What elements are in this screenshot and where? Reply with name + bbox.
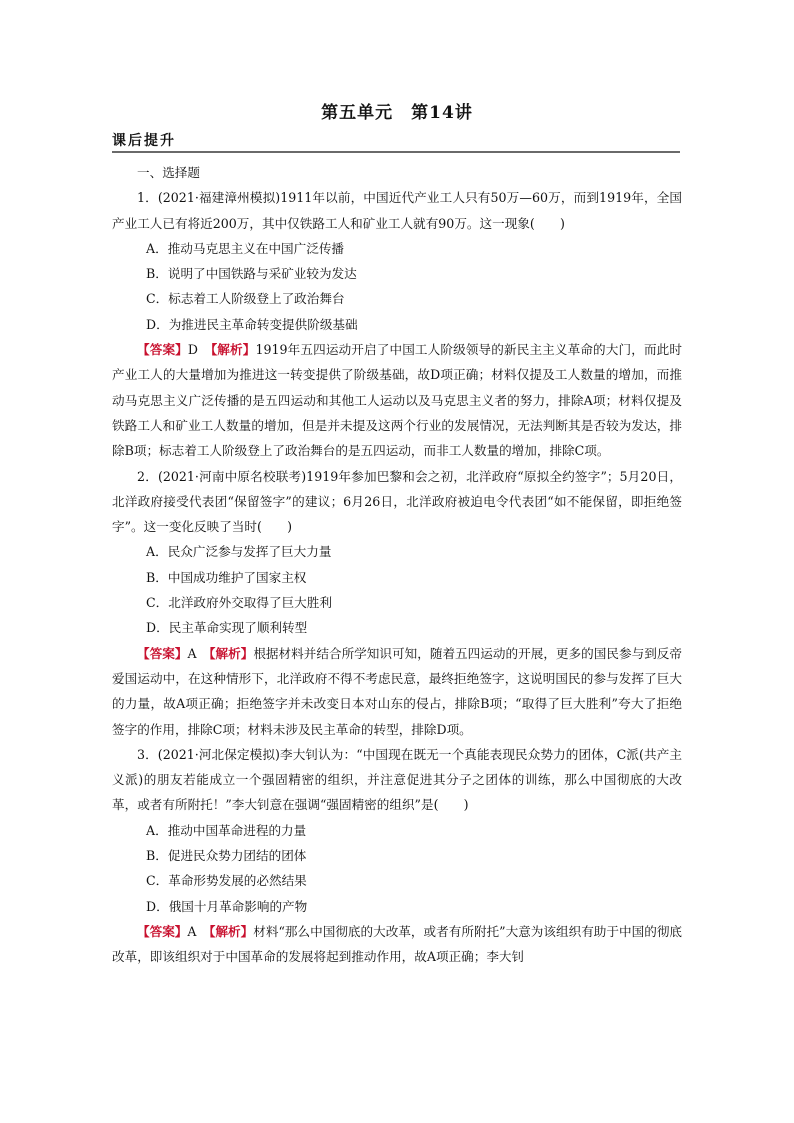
analysis-tag: 【解析】 xyxy=(210,342,256,358)
section-heading: 课后提升 xyxy=(112,133,176,149)
header-divider xyxy=(112,151,680,153)
answer-block xyxy=(112,641,682,742)
answer-tag: 【答案】 xyxy=(137,923,188,939)
answer-block xyxy=(112,337,682,463)
analysis-text: 1919年五四运动开启了中国工人阶级领导的新民主主义革命的大门，而此时产业工人的大量增加为推进这一转变提供了阶级基础，故D项正确；材料仅提及工人数量的增加，而推动马克思主义广泛传播的是五四运动和其他工人运动以及马克思主义者的努力，排除A项；材料仅提及铁路工人和矿业工人数量的增加，但是并未提及这两个行业的发展情况，无法判断其是否较为发达，排除B项；标志着工人阶级登上了政治舞台的是五四运动，而非工人数量的增加，排除C项。 xyxy=(112,342,683,459)
option-a: A．推动中国革命进程的力量 xyxy=(146,822,307,838)
option-a: A．推动马克思主义在中国广泛传播 xyxy=(146,240,345,256)
page-title: 第五单元 第14讲 xyxy=(321,103,473,123)
analysis-tag: 【解析】 xyxy=(209,645,254,661)
option-d: D．为推进民主革命转变提供阶级基础 xyxy=(146,316,358,332)
option-d: D．民主革命实现了顺利转型 xyxy=(146,620,308,636)
option-c: C．革命形势发展的必然结果 xyxy=(146,873,307,889)
analysis-tag: 【解析】 xyxy=(209,923,254,939)
option-b: B．中国成功维护了国家主权 xyxy=(146,569,307,585)
answer-tag: 【答案】 xyxy=(137,342,188,358)
option-b: B．促进民众势力团结的团体 xyxy=(146,848,307,864)
question-stem: 3．(2021·河北保定模拟)李大钊认为：“中国现在既无一个真能表现民众势力的团体，C派(共产主义派)的朋友若能成立一个强固精密的组织，并注意促进其分子之团体的训练，那么中国彻底的大改革，或者有所附托！”李大钊意在强调“强固精密的组织”是( ) xyxy=(112,746,682,813)
question-2 xyxy=(112,464,682,742)
answer-block xyxy=(112,919,682,970)
analysis-text: 根据材料并结合所学知识可知，随着五四运动的开展，更多的国民参与到反帝爱国运动中，在这种情形下，北洋政府不得不考虑民意，最终拒绝签字，这说明国民的参与发挥了巨大的力量，故A项正确；拒绝签字并未改变日本对山东的侵占，排除B项；“取得了巨大胜利”夸大了拒绝签字的作用，排除C项；材料未涉及民主革命的转型，排除D项。 xyxy=(112,645,683,737)
answer-tag: 【答案】 xyxy=(137,645,188,661)
answer-value: A xyxy=(187,645,197,661)
option-c: C．标志着工人阶级登上了政治舞台 xyxy=(146,291,345,307)
answer-value: A xyxy=(187,923,197,939)
option-c: C．北洋政府外交取得了巨大胜利 xyxy=(146,595,332,611)
part-heading: 一、选择题 xyxy=(137,165,200,180)
option-a: A．民众广泛参与发挥了巨大力量 xyxy=(146,544,332,560)
exercise-content xyxy=(112,160,682,970)
answer-value: D xyxy=(187,342,199,358)
analysis-text: 材料“那么中国彻底的大改革，或者有所附托”大意为该组织有助于中国的彻底改革，即该组织对于中国革命的发展将起到推动作用，故A项正确；李大钊 xyxy=(112,923,683,965)
question-3 xyxy=(112,742,682,970)
question-stem: 1．(2021·福建漳州模拟)1911年以前，中国近代产业工人只有50万—60万，而到1919年，全国产业工人已有将近200万，其中仅铁路工人和矿业工人就有90万。这一现象( ) xyxy=(112,190,682,231)
question-1 xyxy=(112,185,682,463)
question-stem: 2．(2021·河南中原名校联考)1919年参加巴黎和会之初，北洋政府“原拟全约签字”；5月20日，北洋政府接受代表团“保留签字”的建议；6月26日，北洋政府被迫电令代表团“如不能保留，即拒绝签字”。这一变化反映了当时( ) xyxy=(112,468,682,535)
option-b: B．说明了中国铁路与采矿业较为发达 xyxy=(146,266,357,282)
option-d: D．俄国十月革命影响的产物 xyxy=(146,898,308,914)
